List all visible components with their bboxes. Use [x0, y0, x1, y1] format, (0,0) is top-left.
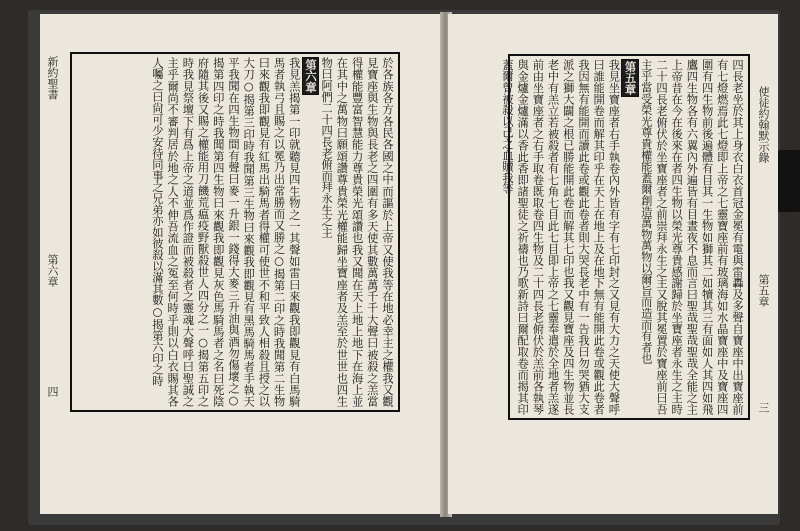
- paragraph: 我見羔揭第一印就聽見四生物之一其聲如雷曰來觀我即觀見有白馬騎馬者執弓且賜之以冕乃出常勝而又勝之○揭第二印之時我聞第二生物曰來觀我即觀見有紅馬出騎馬者得權可使世不和平致人相殺且授之以大刀○揭第三印時我聞第三生物曰來觀我即觀見有黑馬騎馬者手執天平我聞在四生物間有聲曰麥一升銀一錢得大麥三升油與酒勿傷壞之○揭第四印之時我聞第四生物曰來觀我即觀見灰色馬騎馬者之名曰死陰府隨其後又賜之權能用刀饑荒瘟疫野獸殺世人四分之一○揭第五印之時我見祭壇下有爲上帝之道並爲作證而被殺者之靈魂大聲呼曰聖誠之主乎爾尚不審判居於地之人不伸吾流血之冤至何時乎則以白衣賜其各人囑之曰尙可少安待同事之兄弟亦如彼殺以滿其數○揭第六印之時: [150, 57, 301, 407]
- left-page: [40, 14, 442, 514]
- left-page-number: 四: [46, 386, 59, 397]
- paragraph: 四長老坐於其上身衣白衣首冠金冕有電與雷轟及多聲自寶座中出寶座前有七燈燃焉此七燈即上帝之七靈寶座前有玻璃海如水晶寶座中及寶座四圍有四生物前後遍體有目其一生物如獅其二如犢其三有面如人其四如飛鷹四生物各有六翼內外遍皆有目晝夜不息而言曰聖哉聖哉聖哉全能之主上帝昔在今在後來在者四生物以榮光尊貴感謝歸於坐寶座者永生之主時二十四長老俯伏於坐寶座者之前崇拜永生之主又脫其冕置於寶座前曰吾主乎當受榮光尊貴權能蓋爾創造萬物萬物以爾旨而造而有者也: [639, 59, 744, 415]
- left-chapter-label: 第六章: [46, 254, 59, 287]
- bookmark-tab: [778, 150, 800, 212]
- paragraph: 於各族各方各民各國之中而謳於上帝又使我等在地必幸主之權我又觀見寶座與生物與長老之四圍有多天使其數萬萬千千大聲曰被殺之羔當得權能豐富智慧能力尊貴榮光頌讚也我又聞在天上地上地下在海上並在其中之萬物曰願頌讚尊貴榮光權能歸坐寶座者及羔至於世世也四生物曰阿們二十四長老俯而拜永生之主: [320, 57, 394, 407]
- right-text-body: [500, 59, 745, 415]
- running-subtitle: 使徒約翰默示錄: [757, 86, 770, 163]
- right-text-frame: [500, 54, 750, 420]
- chapter-marker: 第六章: [302, 57, 319, 95]
- left-text-frame: [70, 52, 400, 412]
- left-text-body: [75, 57, 395, 407]
- paragraph: 我見坐寶座者右手執卷內外皆有字有七印封之又見有大力之天使大聲呼曰誰能開卷而解其印乎在天上在地上及在地下無有能開此卷或觀此卷者我因無有能開而讀此卷或觀此卷者則大哭長老中有一告我曰勿哭猶大支派之獅大闢之根已勝能開此卷而解其七印也我又觀見寶座及四生物並長老中有羔立若被殺者有七角七目此七目即上帝之七靈奉遣於全地者羔遂前由坐寶座者之右手取卷既取卷四生物及二十四長老俯伏於羔前各執琴與金爐金爐滿以香此香即諸聖徒之祈禱也乃歌新詩曰爾配取卷而揭其印蓋爾曾被殺以己之血贖我等: [500, 59, 621, 415]
- right-page: [448, 14, 778, 514]
- right-page-number: 三: [757, 402, 770, 413]
- running-title: 新約聖書: [46, 56, 59, 100]
- right-chapter-label: 第五章: [757, 274, 770, 307]
- chapter-marker: 第五章: [621, 59, 638, 97]
